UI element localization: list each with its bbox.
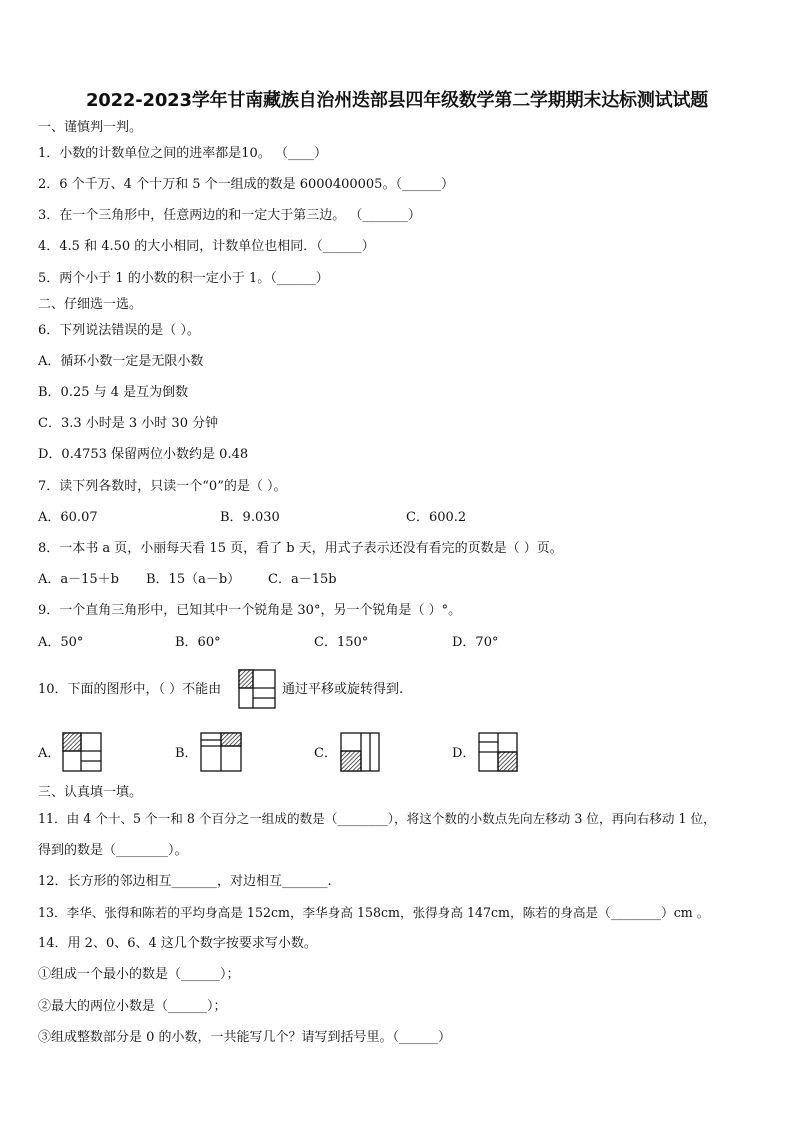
question-7-option-a: A．60.07 bbox=[38, 510, 98, 525]
question-5: 5．两个小于 1 的小数的积一定小于 1。（______） bbox=[38, 271, 329, 286]
question-11: 11．由 4 个十、5 个一和 8 个百分之一组成的数是（________），将这个数的小数点先向左移动 3 位，再向右移动 1 位， bbox=[38, 811, 716, 826]
question-10-reference-figure bbox=[238, 669, 276, 709]
question-8: 8．一本书 a 页，小丽每天看 15 页，看了 b 天，用式子表示还没有看完的页数是（ ）页。 bbox=[38, 541, 563, 556]
question-4: 4．4.5 和 4.50 的大小相同，计数单位也相同．（______） bbox=[38, 239, 375, 254]
question-9-option-a: A．50° bbox=[38, 635, 84, 650]
section-2-heading: 二、仔细选一选。 bbox=[38, 297, 143, 312]
page-title: 2022-2023学年甘南藏族自治州迭部县四年级数学第二学期期末达标测试试题 bbox=[85, 90, 709, 111]
question-1: 1．小数的计数单位之间的进率都是10。 （____） bbox=[38, 146, 327, 161]
question-7: 7．读下列各数时，只读一个“0”的是（ ）。 bbox=[38, 479, 287, 494]
question-2: 2．6 个千万、4 个十万和 5 个一组成的数是 6000400005。（______） bbox=[38, 177, 454, 192]
section-1-heading: 一、谨慎判一判。 bbox=[38, 120, 143, 135]
question-10-suffix: 通过平移或旋转得到. bbox=[282, 682, 404, 697]
question-10-option-c: C． bbox=[314, 746, 337, 761]
question-6: 6．下列说法错误的是（ ）。 bbox=[38, 323, 200, 338]
question-10-prefix: 10．下面的图形中，（ ）不能由 bbox=[38, 682, 222, 697]
question-8-option-c: C．a－15b bbox=[268, 572, 337, 587]
question-10-option-c-figure bbox=[340, 732, 380, 772]
question-8-option-b: B．15（a－b） bbox=[146, 572, 241, 587]
question-10-option-d-figure bbox=[478, 732, 518, 772]
question-13: 13．李华、张得和陈若的平均身高是 152cm，李华身高 158cm，张得身高 147cm，陈若的身高是（________）cm 。 bbox=[38, 905, 710, 920]
question-9-option-c: C．150° bbox=[314, 635, 369, 650]
question-3: 3．在一个三角形中，任意两边的和一定大于第三边。 （_______） bbox=[38, 208, 421, 223]
question-11-continued: 得到的数是（________）。 bbox=[38, 843, 188, 858]
question-9-option-d: D．70° bbox=[452, 635, 499, 650]
question-14-part-1: ①组成一个最小的数是（______）； bbox=[38, 967, 240, 982]
question-14: 14．用 2、0、6、4 这几个数字按要求写小数。 bbox=[38, 936, 317, 951]
question-10-option-b-figure bbox=[200, 732, 242, 772]
section-3-heading: 三、认真填一填。 bbox=[38, 785, 143, 800]
question-9: 9．一个直角三角形中，已知其中一个锐角是 30°，另一个锐角是（ ）°。 bbox=[38, 603, 462, 618]
question-10-option-b: B． bbox=[175, 746, 198, 761]
question-6-option-a: A．循环小数一定是无限小数 bbox=[38, 354, 204, 369]
question-14-part-2: ②最大的两位小数是（______）； bbox=[38, 999, 227, 1014]
question-6-option-c: C．3.3 小时是 3 小时 30 分钟 bbox=[38, 416, 219, 431]
question-10-option-d: D． bbox=[452, 746, 476, 761]
question-10-option-a-figure bbox=[62, 732, 102, 772]
question-9-option-b: B．60° bbox=[175, 635, 221, 650]
question-7-option-c: C．600.2 bbox=[406, 510, 467, 525]
question-8-option-a: A．a－15＋b bbox=[38, 572, 120, 587]
question-6-option-b: B．0.25 与 4 是互为倒数 bbox=[38, 385, 189, 400]
question-7-option-b: B．9.030 bbox=[220, 510, 280, 525]
question-14-part-3: ③组成整数部分是 0 的小数，一共能写几个？请写到括号里。（______） bbox=[38, 1030, 452, 1045]
question-10-option-a: A． bbox=[38, 746, 61, 761]
question-12: 12．长方形的邻边相互_______，对边相互_______. bbox=[38, 874, 332, 889]
question-6-option-d: D．0.4753 保留两位小数约是 0.48 bbox=[38, 447, 249, 462]
